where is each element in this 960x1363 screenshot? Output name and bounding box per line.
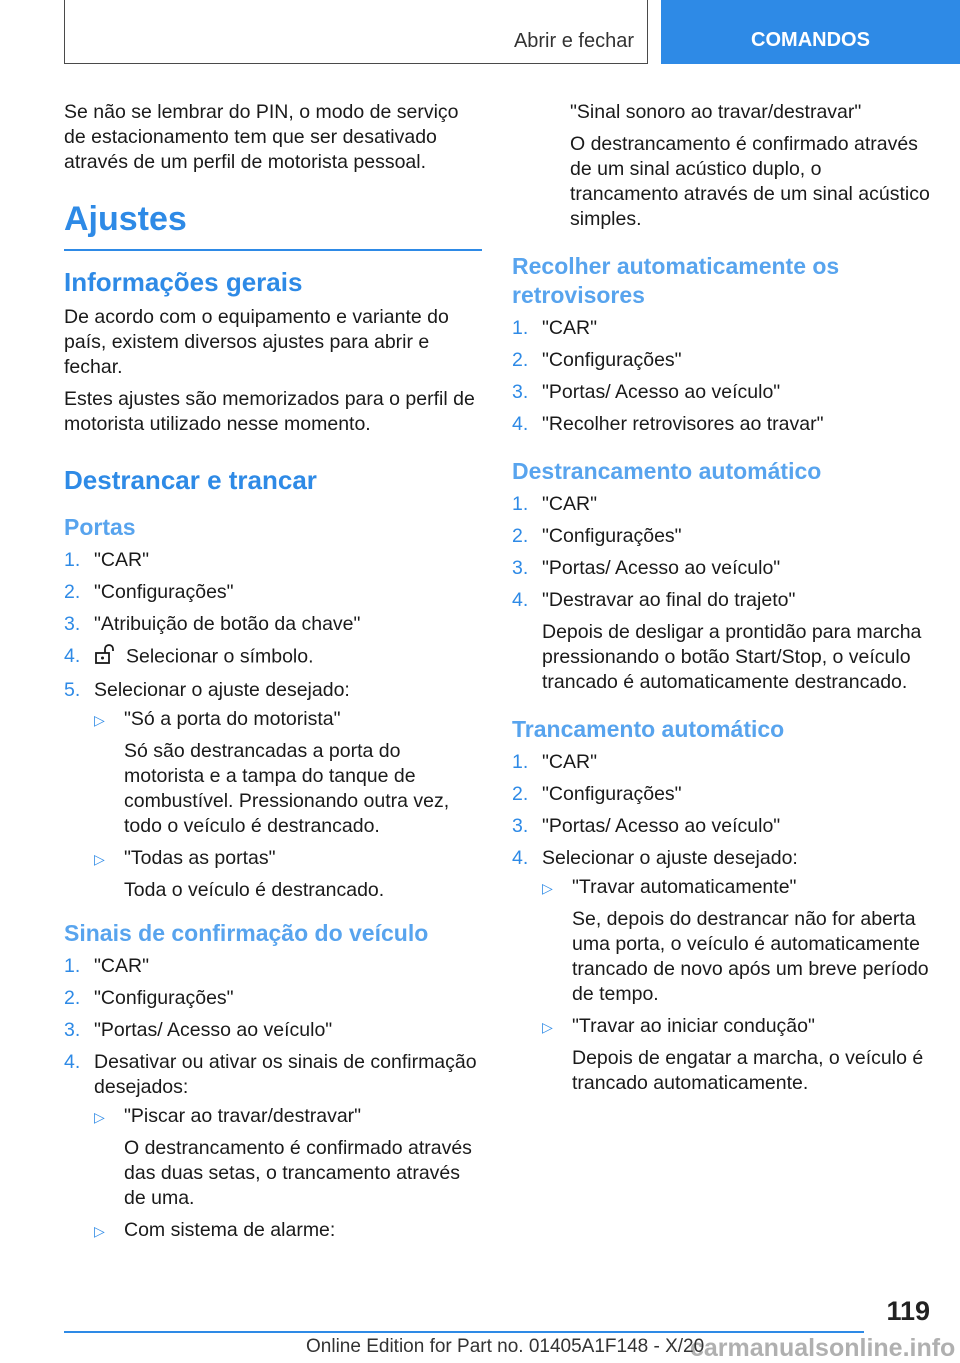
list-item: 3. "Portas/ Acesso ao veículo": [512, 557, 781, 579]
triangle-bullet-icon: ▷: [94, 1223, 105, 1239]
subsection-heading-mirrors: Recolher automaticamente os retrovisores: [512, 253, 840, 308]
option-item: ▷ "Piscar ao travar/destravar" O destrancamento é confirmado através das duas setas, o trancamento através de uma.: [94, 1105, 472, 1209]
mirrors-steps: [512, 316, 932, 437]
list-item: 1. "CAR": [64, 955, 150, 977]
footer-edition: Online Edition for Part no. 01405A1F148 - X/20: [306, 1336, 705, 1357]
section-heading-info: Informações gerais: [64, 267, 303, 297]
list-item: 3. "Portas/ Acesso ao veículo": [512, 381, 781, 403]
option-item: ▷ "Travar automaticamente" Se, depois do destrancar não for aberta uma porta, o veículo é automaticamente trancado de novo após um breve período de tempo.: [542, 876, 929, 1005]
list-item: 4. "Recolher retrovisores ao travar": [512, 413, 824, 435]
unlock-icon: [94, 644, 116, 671]
option-item: ▷ Com sistema de alarme:: [94, 1218, 482, 1243]
list-item: 2. "Configurações": [64, 987, 234, 1009]
info-paragraph-1: De acordo com o equipamento e variante do país, existem diversos ajustes para abrir e fechar.: [64, 306, 449, 378]
list-item: 4. "Destravar ao final do trajeto" Depois de desligar a prontidão para marcha pressionando o botão Start/Stop, o veículo trancado é automaticamente destrancado.: [512, 589, 922, 693]
signals-options: [94, 1104, 482, 1243]
subsection-heading-signals: Sinais de confirmação do veículo: [64, 920, 429, 946]
doors-options: [94, 707, 482, 903]
page-heading: Ajustes: [64, 197, 482, 251]
autolock-options: [542, 875, 932, 1096]
list-item: 3. "Portas/ Acesso ao veículo": [512, 815, 781, 837]
footer-divider: [64, 1331, 864, 1333]
triangle-bullet-icon: ▷: [542, 880, 553, 896]
continued-option: "Sinal sonoro ao travar/destravar" O destrancamento é confirmado através de um sinal acústico duplo, o trancamento através de um sinal acústico simples.: [570, 101, 930, 230]
list-item: 4. Selecionar o símbolo.: [64, 644, 482, 671]
watermark: carmanualsonline.info: [690, 1334, 956, 1362]
list-item: 1. "CAR": [512, 317, 598, 339]
list-item: 5. Selecionar o ajuste desejado: ▷ "Só a porta do motorista" Só são destrancadas a porta do motorista e a tampa do tanque de combustível. Pressionando outra vez, todo o veículo é destrancado. ▷ "Todas as portas" Toda o veículo é destrancado.: [64, 678, 482, 903]
section-heading-lock: Destrancar e trancar: [64, 465, 317, 495]
triangle-bullet-icon: ▷: [94, 712, 105, 728]
right-column: [512, 100, 932, 1103]
header-chapter-tab[interactable]: COMANDOS: [661, 0, 960, 64]
header-section-title: Abrir e fechar: [513, 30, 634, 52]
list-item: 2. "Configurações": [512, 349, 682, 371]
list-item: 3. "Atribuição de botão da chave": [64, 613, 361, 635]
option-item: ▷ "Só a porta do motorista" Só são destrancadas a porta do motorista e a tampa do tanque de combustível. Pressionando outra vez, todo o veículo é destrancado.: [94, 708, 450, 837]
list-item: 1. "CAR": [512, 751, 598, 773]
list-item: 2. "Configurações": [64, 581, 234, 603]
left-column: [64, 100, 482, 1250]
subsection-heading-autolock: Trancamento automático: [512, 716, 785, 742]
triangle-bullet-icon: ▷: [94, 1109, 105, 1125]
doors-steps: [64, 548, 482, 903]
list-item: 1. "CAR": [64, 549, 150, 571]
page-number: 119: [886, 1296, 930, 1326]
list-item: 1. "CAR": [512, 493, 598, 515]
list-item: 2. "Configurações": [512, 783, 682, 805]
list-item: 2. "Configurações": [512, 525, 682, 547]
autounlock-steps: [512, 492, 932, 695]
triangle-bullet-icon: ▷: [94, 851, 105, 867]
autolock-steps: [512, 750, 932, 1096]
list-item: 3. "Portas/ Acesso ao veículo": [64, 1019, 333, 1041]
option-item: ▷ "Todas as portas" Toda o veículo é destrancado.: [94, 847, 385, 901]
list-item: 4. Desativar ou ativar os sinais de confirmação desejados: ▷ "Piscar ao travar/destravar" O destrancamento é confirmado através das duas setas, o trancamento através de uma. ▷ Com sistema de alarme:: [64, 1050, 482, 1243]
subsection-heading-doors: Portas: [64, 514, 136, 540]
signals-steps: [64, 954, 482, 1243]
option-item: ▷ "Travar ao iniciar condução" Depois de engatar a marcha, o veículo é trancado automaticamente.: [542, 1015, 924, 1094]
subsection-heading-autounlock: Destrancamento automático: [512, 458, 822, 484]
list-item: 4. Selecionar o ajuste desejado: ▷ "Travar automaticamente" Se, depois do destrancar não for aberta uma porta, o veículo é automaticamente trancado de novo após um breve período de tempo. ▷ "Travar ao iniciar condução" Depois de engatar a marcha, o veículo é trancado automaticamente.: [512, 846, 932, 1096]
triangle-bullet-icon: ▷: [542, 1019, 553, 1035]
intro-paragraph: Se não se lembrar do PIN, o modo de serviço de estacionamento tem que ser desativado através de um perfil de motorista pessoal.: [64, 101, 459, 173]
info-paragraph-2: Estes ajustes são memorizados para o perfil de motorista utilizado nesse momento.: [64, 388, 475, 435]
